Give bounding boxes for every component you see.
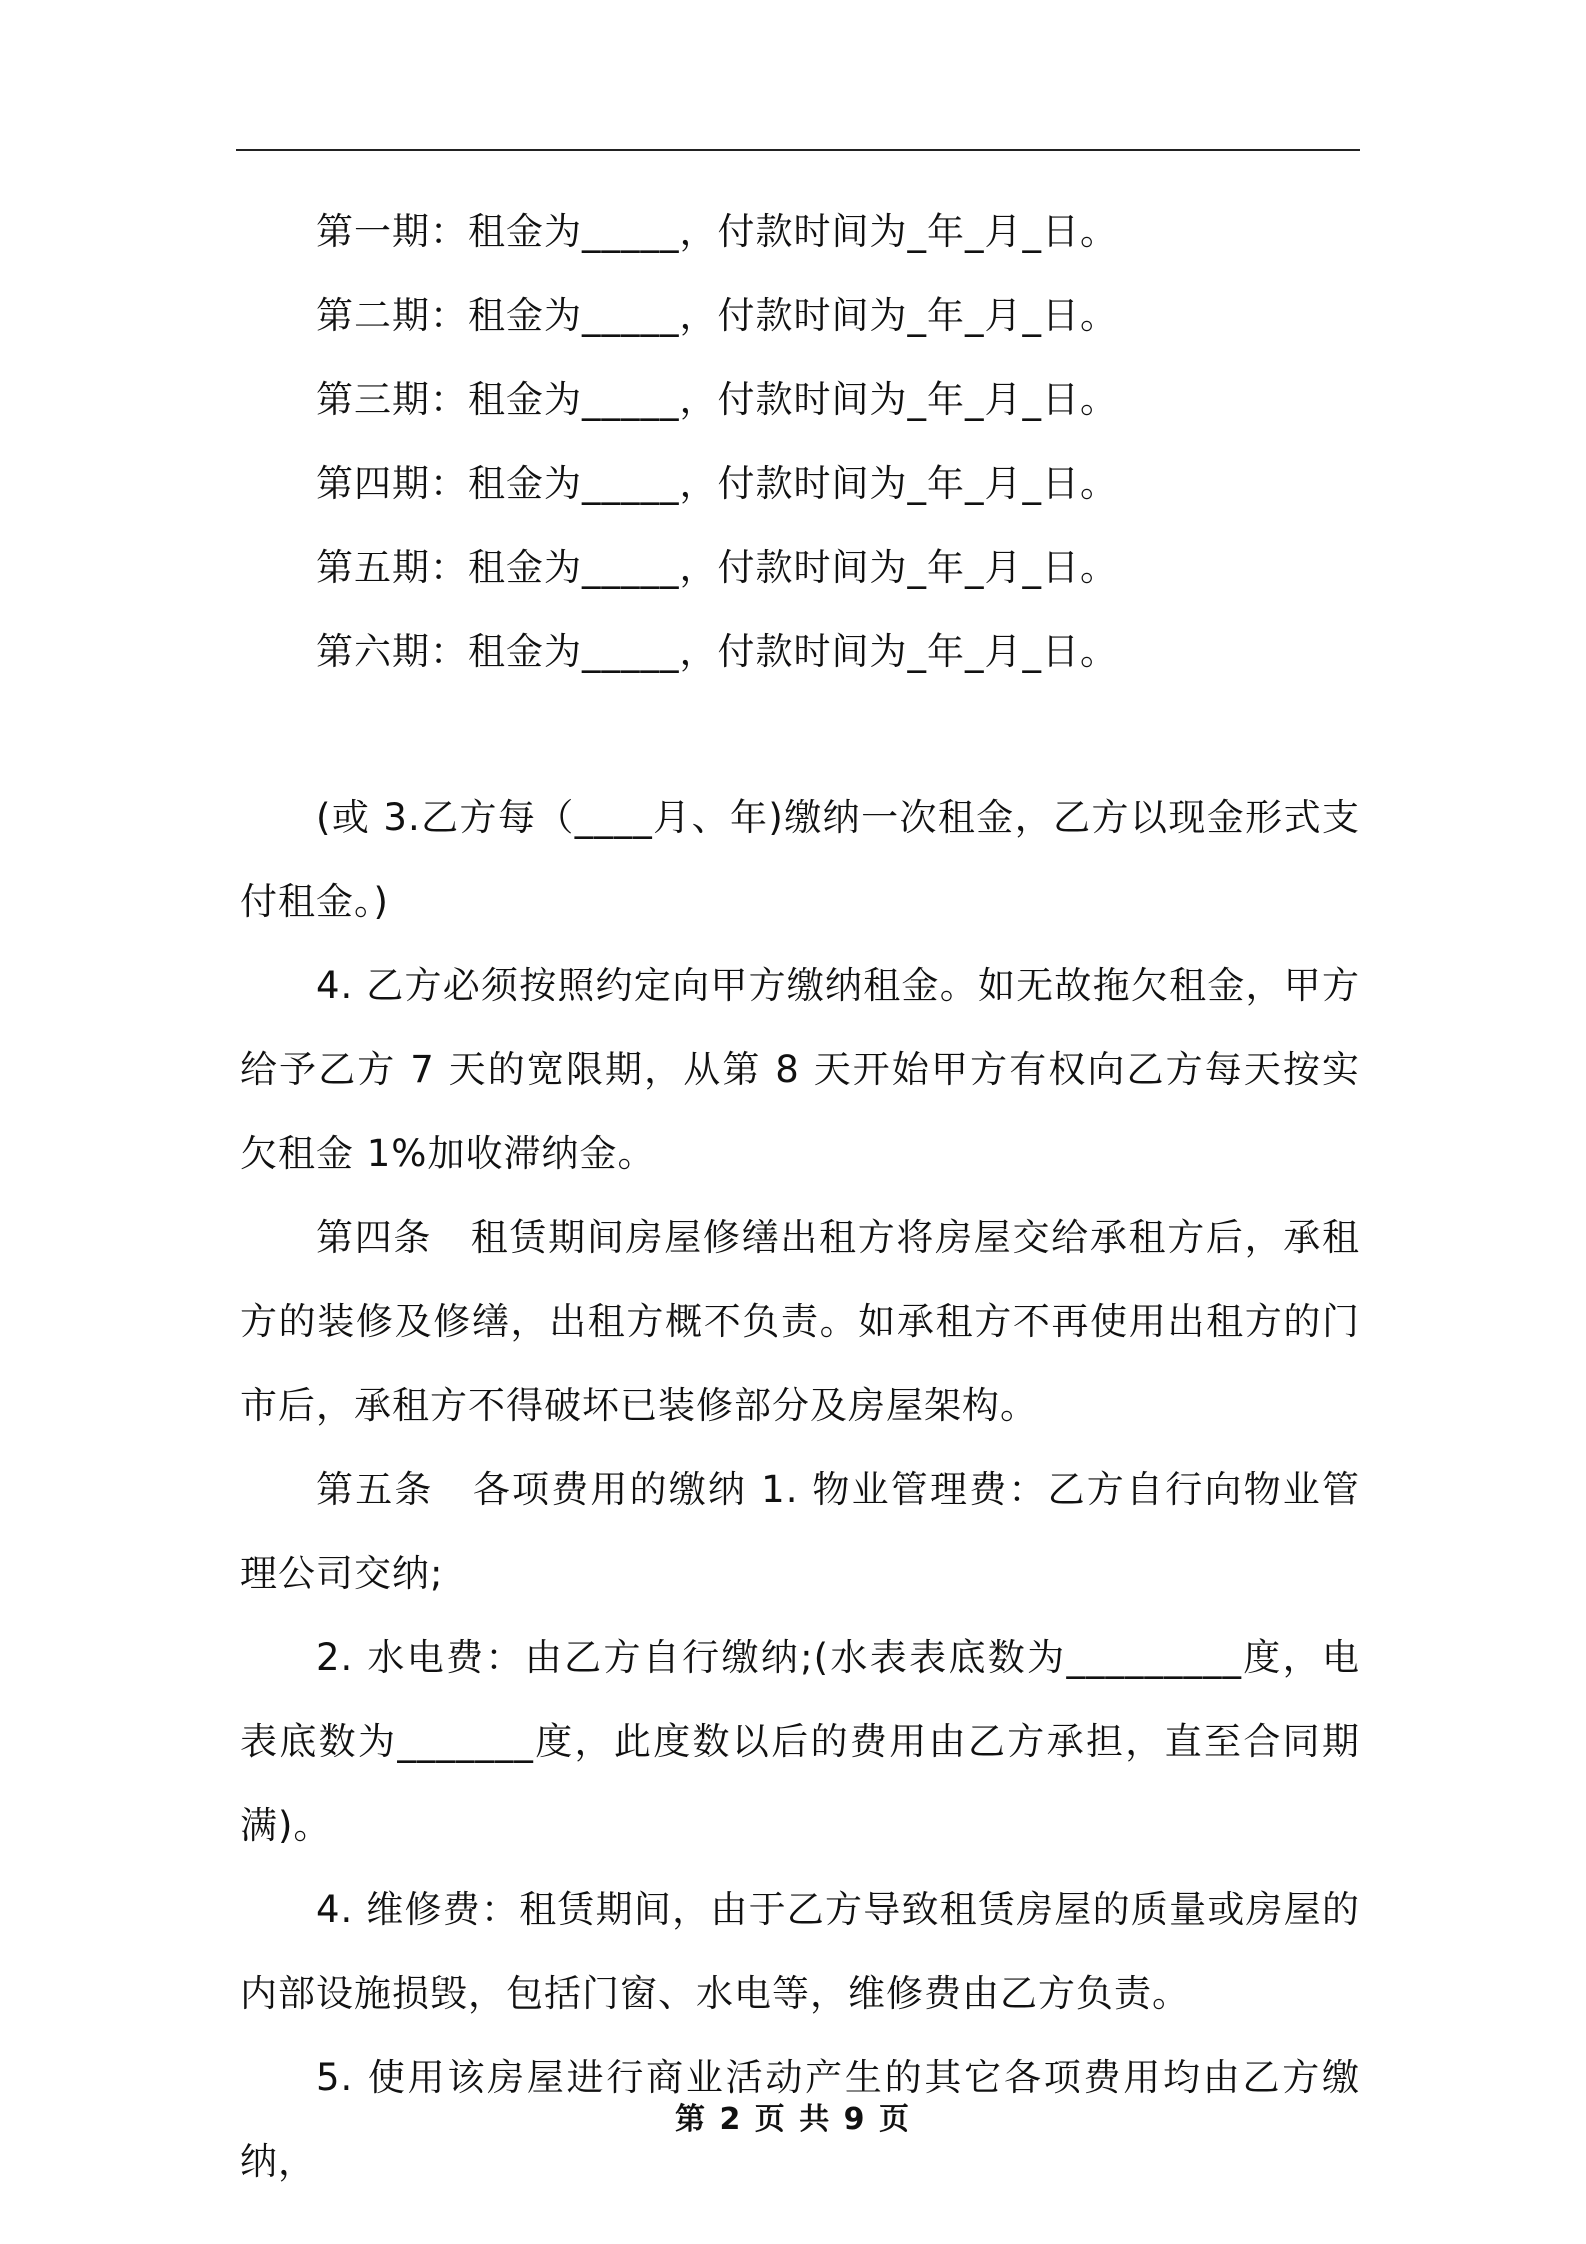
payment-period-list: [240, 190, 1360, 694]
paragraph-payment-alternative: (或 3.乙方每（____月、年)缴纳一次租金，乙方以现金形式支付租金。): [240, 796, 1360, 923]
paragraph-utilities: 2. 水电费：由乙方自行缴纳;(水表表底数为_________度，电表底数为_______度，此度数以后的费用由乙方承担，直至合同期满)。: [240, 1636, 1360, 1847]
header-rule: [236, 149, 1360, 151]
payment-period-6: 第六期：租金为_____，付款时间为_年_月_日。: [316, 630, 1118, 673]
paragraph-other-fees: 5. 使用该房屋进行商业活动产生的其它各项费用均由乙方缴纳，: [240, 2056, 1360, 2183]
page-footer: [0, 2094, 1586, 2138]
paragraph-article-5-fees: 第五条 各项费用的缴纳 1. 物业管理费：乙方自行向物业管理公司交纳;: [240, 1468, 1360, 1595]
document-body: [240, 190, 1360, 2204]
payment-period-1: 第一期：租金为_____，付款时间为_年_月_日。: [316, 210, 1118, 253]
payment-period-5: 第五期：租金为_____，付款时间为_年_月_日。: [316, 546, 1118, 589]
payment-period-2: 第二期：租金为_____，付款时间为_年_月_日。: [316, 294, 1118, 337]
paragraph-maintenance-fee: 4. 维修费：租赁期间，由于乙方导致租赁房屋的质量或房屋的内部设施损毁，包括门窗、水电等，维修费由乙方负责。: [240, 1888, 1360, 2015]
paragraph-article-4-repairs: 第四条 租赁期间房屋修缮出租方将房屋交给承租方后，承租方的装修及修缮，出租方概不负责。如承租方不再使用出租方的门市后，承租方不得破坏已装修部分及房屋架构。: [240, 1216, 1360, 1427]
blank-gap: [240, 694, 1360, 776]
page-number: 第 2 页 共 9 页: [675, 2102, 911, 2137]
paragraph-late-fee: 4. 乙方必须按照约定向甲方缴纳租金。如无故拖欠租金，甲方给予乙方 7 天的宽限期，从第 8 天开始甲方有权向乙方每天按实欠租金 1%加收滞纳金。: [240, 964, 1360, 1175]
payment-period-3: 第三期：租金为_____，付款时间为_年_月_日。: [316, 378, 1118, 421]
payment-period-4: 第四期：租金为_____，付款时间为_年_月_日。: [316, 462, 1118, 505]
